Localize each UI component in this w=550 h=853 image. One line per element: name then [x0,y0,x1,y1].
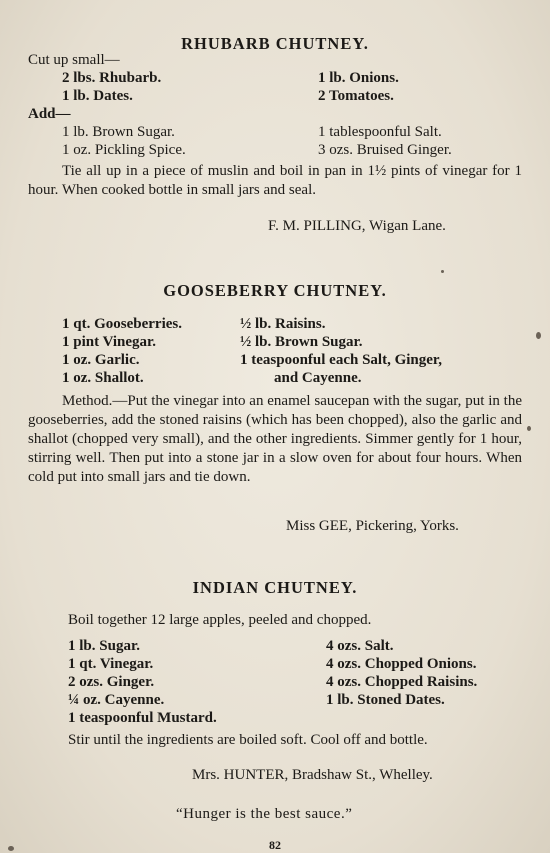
indian-ingredient: 4 ozs. Chopped Onions. [326,656,477,672]
rhubarb-ingredient: 1 lb. Brown Sugar. [62,124,175,140]
rhubarb-ingredient: 1 lb. Dates. [62,88,133,104]
gooseberry-ingredient: 1 oz. Shallot. [62,370,144,386]
indian-method: Stir until the ingredients are boiled soft. Cool off and bottle. [68,732,428,748]
rhubarb-method: Tie all up in a piece of muslin and boil in pan in 1½ pints of vinegar for 1 hour. When cooked bottle in small jars and seal. [28,163,522,198]
rhubarb-title: RHUBARB CHUTNEY. [181,34,369,53]
indian-ingredient: 4 ozs. Salt. [326,638,394,654]
gooseberry-title: GOOSEBERRY CHUTNEY. [163,281,387,300]
paper-speck [441,270,444,273]
gooseberry-ingredient: 1 qt. Gooseberries. [62,316,182,332]
paper-speck [8,846,14,851]
indian-ingredient: 1 lb. Sugar. [68,638,140,654]
paper-speck [527,426,531,431]
rhubarb-ingredient: 3 ozs. Bruised Ginger. [318,142,452,158]
rhubarb-ingredient: 1 tablespoonful Salt. [318,124,442,140]
gooseberry-ingredient: ½ lb. Raisins. [240,316,326,332]
page-number: 82 [269,838,281,852]
rhubarb-ingredient: 1 oz. Pickling Spice. [62,142,186,158]
indian-ingredient: 4 ozs. Chopped Raisins. [326,674,478,690]
indian-ingredient: 1 qt. Vinegar. [68,656,154,672]
indian-ingredient: 1 lb. Stoned Dates. [326,692,445,708]
paper-speck [536,332,541,339]
gooseberry-ingredient: 1 oz. Garlic. [62,352,140,368]
rhubarb-add: Add— [28,106,71,122]
indian-intro: Boil together 12 large apples, peeled and chopped. [68,612,372,628]
indian-signature: Mrs. HUNTER, Bradshaw St., Whelley. [192,767,433,783]
closing-quote: “Hunger is the best sauce.” [176,806,353,822]
gooseberry-ingredient: 1 teaspoonful each Salt, Ginger, [240,352,442,368]
gooseberry-ingredient: 1 pint Vinegar. [62,334,157,350]
gooseberry-ingredient: ½ lb. Brown Sugar. [240,334,363,350]
rhubarb-ingredient: 2 lbs. Rhubarb. [62,70,162,86]
rhubarb-cut-up: Cut up small— [28,52,120,68]
gooseberry-ingredient: and Cayenne. [274,370,362,386]
indian-ingredient: 2 ozs. Ginger. [68,674,155,690]
rhubarb-signature: F. M. PILLING, Wigan Lane. [268,218,446,234]
gooseberry-signature: Miss GEE, Pickering, Yorks. [286,518,459,534]
rhubarb-ingredient: 1 lb. Onions. [318,70,399,86]
gooseberry-method: Method.—Put the vinegar into an enamel saucepan with the sugar, put in the gooseberries, add the stoned raisins (which has been chopped), also the garlic and shallot (chopped very small), and the other ingredients. Simmer gently for 1 hour, stirring well. Then put into a stone jar in a slow oven for about four hours. When cold put into small jars and tie down. [28,393,522,485]
indian-title: INDIAN CHUTNEY. [192,578,358,597]
indian-ingredient: ¼ oz. Cayenne. [68,692,165,708]
rhubarb-ingredient: 2 Tomatoes. [318,88,394,104]
indian-ingredient: 1 teaspoonful Mustard. [68,710,217,726]
